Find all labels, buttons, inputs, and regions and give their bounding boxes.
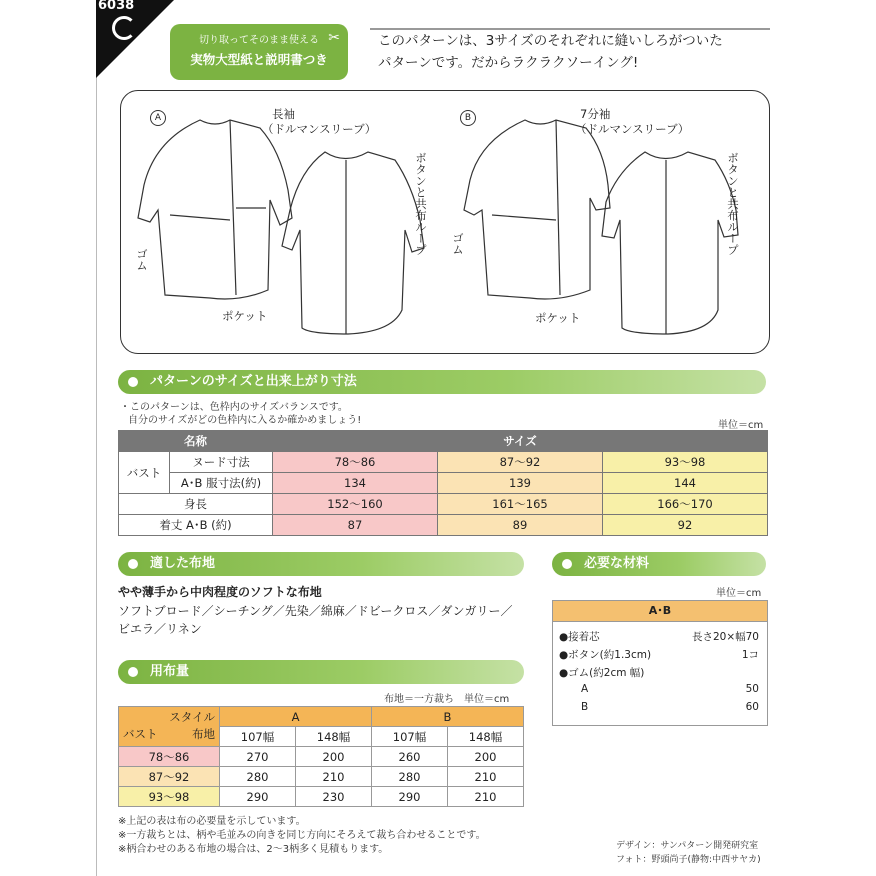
width-header: 107幅 bbox=[220, 727, 296, 747]
brand-logo-icon bbox=[112, 16, 136, 40]
bust-cell: 87〜92 bbox=[119, 767, 220, 787]
materials-section-header bbox=[552, 552, 766, 576]
yardage-cell: 270 bbox=[220, 747, 296, 767]
b-pocket-label: ポケット bbox=[535, 311, 581, 325]
size-cell: 93〜98 bbox=[603, 452, 768, 473]
size-section-header bbox=[118, 370, 766, 394]
fabric-section-title: 適した布地 bbox=[150, 556, 216, 571]
style-a-back bbox=[282, 152, 424, 334]
bullet-icon bbox=[128, 559, 138, 569]
a-button-loop-label: ボタンと共布ループ bbox=[414, 152, 428, 256]
bust-cell: 93〜98 bbox=[119, 787, 220, 807]
bust-cell: 78〜86 bbox=[119, 747, 220, 767]
style-b-front bbox=[464, 120, 610, 299]
page-edge-line bbox=[96, 0, 97, 876]
material-value: 60 bbox=[745, 701, 759, 713]
yardage-cell: 290 bbox=[220, 787, 296, 807]
style-header-label: スタイル bbox=[169, 710, 215, 724]
bullet-icon bbox=[128, 667, 138, 677]
row-label: 身長 bbox=[119, 494, 273, 515]
fabric-line-2: ソフトブロード／シーチング／先染／綿麻／ドビークロス／ダンガリー／ bbox=[118, 604, 513, 618]
materials-box bbox=[552, 600, 768, 726]
corner-header bbox=[119, 707, 220, 747]
page-margin bbox=[0, 0, 96, 876]
material-value: 50 bbox=[745, 683, 759, 695]
size-cell: 134 bbox=[273, 473, 438, 494]
fabric-line-1: やや薄手から中肉程度のソフトな布地 bbox=[118, 585, 322, 599]
badge-small-text: 切り取ってそのまま使える bbox=[199, 35, 319, 46]
style-a-header: A bbox=[220, 707, 372, 727]
size-cell: 87 bbox=[273, 515, 438, 536]
credit-design: デザイン：サンパターン開発研究室 bbox=[616, 841, 759, 851]
size-cell: 92 bbox=[603, 515, 768, 536]
size-cell: 139 bbox=[438, 473, 603, 494]
size-cell: 144 bbox=[603, 473, 768, 494]
size-note-1: ・このパターンは、色枠内のサイズバランスです。 bbox=[120, 402, 348, 413]
intro-text bbox=[378, 30, 723, 74]
style-a-mark: A bbox=[150, 110, 166, 126]
yardage-cell: 210 bbox=[448, 787, 524, 807]
materials-header: A･B bbox=[553, 601, 767, 622]
material-name: ●ボタン(約1.3cm) bbox=[559, 649, 652, 661]
yardage-foot-2: ※一方裁ちとは、柄や毛並みの向きを同じ方向にそろえて裁ち合わせることです。 bbox=[118, 830, 486, 841]
material-name: ●接着芯 bbox=[559, 631, 600, 643]
size-cell: 166〜170 bbox=[603, 494, 768, 515]
b-sleeve-label-1: 7分袖 bbox=[580, 107, 611, 121]
a-sleeve-label-2: （ドルマンスリーブ） bbox=[262, 122, 377, 136]
yardage-cell: 290 bbox=[372, 787, 448, 807]
style-b-back bbox=[602, 152, 738, 334]
material-name: A bbox=[581, 683, 589, 695]
yardage-cell: 230 bbox=[296, 787, 372, 807]
width-header: 148幅 bbox=[296, 727, 372, 747]
scissors-icon: ✂ bbox=[328, 30, 340, 46]
col-size-header: サイズ bbox=[273, 431, 768, 452]
col-name-header: 名称 bbox=[119, 431, 273, 452]
yardage-section-header bbox=[118, 660, 524, 684]
size-cell: 161〜165 bbox=[438, 494, 603, 515]
size-section-title: パターンのサイズと出来上がり寸法 bbox=[150, 374, 357, 389]
bullet-icon bbox=[128, 377, 138, 387]
credit-photo: フォト：野頭尚子(静物:中西サヤカ) bbox=[616, 855, 761, 865]
material-value: 1コ bbox=[741, 649, 759, 661]
width-header: 148幅 bbox=[448, 727, 524, 747]
bust-header-label: バスト bbox=[123, 727, 158, 741]
yardage-cell: 280 bbox=[372, 767, 448, 787]
size-cell: 78〜86 bbox=[273, 452, 438, 473]
size-cell: 89 bbox=[438, 515, 603, 536]
b-elastic-label: ゴム bbox=[451, 232, 465, 255]
bullet-icon bbox=[562, 559, 572, 569]
width-header: 107幅 bbox=[372, 727, 448, 747]
bust-label: バスト bbox=[119, 452, 170, 494]
fabric-header-label: 布地 bbox=[192, 727, 215, 741]
yardage-foot-3: ※柄合わせのある布地の場合は、2〜3柄多く見積もります。 bbox=[118, 844, 389, 855]
yardage-cell: 200 bbox=[296, 747, 372, 767]
material-value: 長さ20×幅70 bbox=[691, 631, 759, 643]
materials-section-title: 必要な材料 bbox=[584, 556, 650, 571]
a-elastic-label: ゴム bbox=[135, 248, 149, 271]
yardage-cell: 210 bbox=[448, 767, 524, 787]
intro-line-2: パターンです。だからラクラクソーイング! bbox=[378, 55, 639, 71]
row-label: A･B 服寸法(約) bbox=[170, 473, 273, 494]
style-b-header: B bbox=[372, 707, 524, 727]
material-name: B bbox=[581, 701, 589, 713]
size-cell: 87〜92 bbox=[438, 452, 603, 473]
row-label: ヌード寸法 bbox=[170, 452, 273, 473]
intro-line-1: このパターンは、3サイズのそれぞれに縫いしろがついた bbox=[378, 33, 723, 49]
fabric-section-header bbox=[118, 552, 524, 576]
a-sleeve-label-1: 長袖 bbox=[272, 107, 295, 121]
yardage-table bbox=[118, 706, 524, 807]
yardage-cell: 200 bbox=[448, 747, 524, 767]
pattern-code: 6038 bbox=[98, 0, 135, 13]
yardage-cell: 210 bbox=[296, 767, 372, 787]
b-button-loop-label: ボタンと共布ループ bbox=[726, 152, 740, 256]
size-table bbox=[118, 430, 768, 536]
material-name: ●ゴム(約2cm 幅) bbox=[559, 667, 645, 679]
b-sleeve-label-2: （ドルマンスリーブ） bbox=[575, 122, 690, 136]
yardage-section-title: 用布量 bbox=[150, 664, 190, 679]
yardage-foot-1: ※上記の表は布の必要量を示しています。 bbox=[118, 816, 306, 827]
size-cell: 152〜160 bbox=[273, 494, 438, 515]
yardage-note: 布地＝一方裁ち 単位＝cm bbox=[384, 694, 510, 705]
size-note-2: 自分のサイズがどの色枠内に入るか確かめましょう! bbox=[128, 415, 362, 426]
yardage-cell: 280 bbox=[220, 767, 296, 787]
yardage-cell: 260 bbox=[372, 747, 448, 767]
row-label: 着丈 A･B (約) bbox=[119, 515, 273, 536]
size-unit: 単位＝cm bbox=[718, 420, 764, 431]
feature-badge bbox=[170, 24, 348, 80]
fabric-line-3: ビエラ／リネン bbox=[118, 622, 202, 636]
style-b-mark: B bbox=[460, 110, 476, 126]
a-pocket-label: ポケット bbox=[222, 309, 268, 323]
badge-big-text: 実物大型紙と説明書つき bbox=[190, 52, 328, 67]
materials-unit: 単位＝cm bbox=[716, 588, 762, 599]
style-a-front bbox=[138, 120, 292, 299]
